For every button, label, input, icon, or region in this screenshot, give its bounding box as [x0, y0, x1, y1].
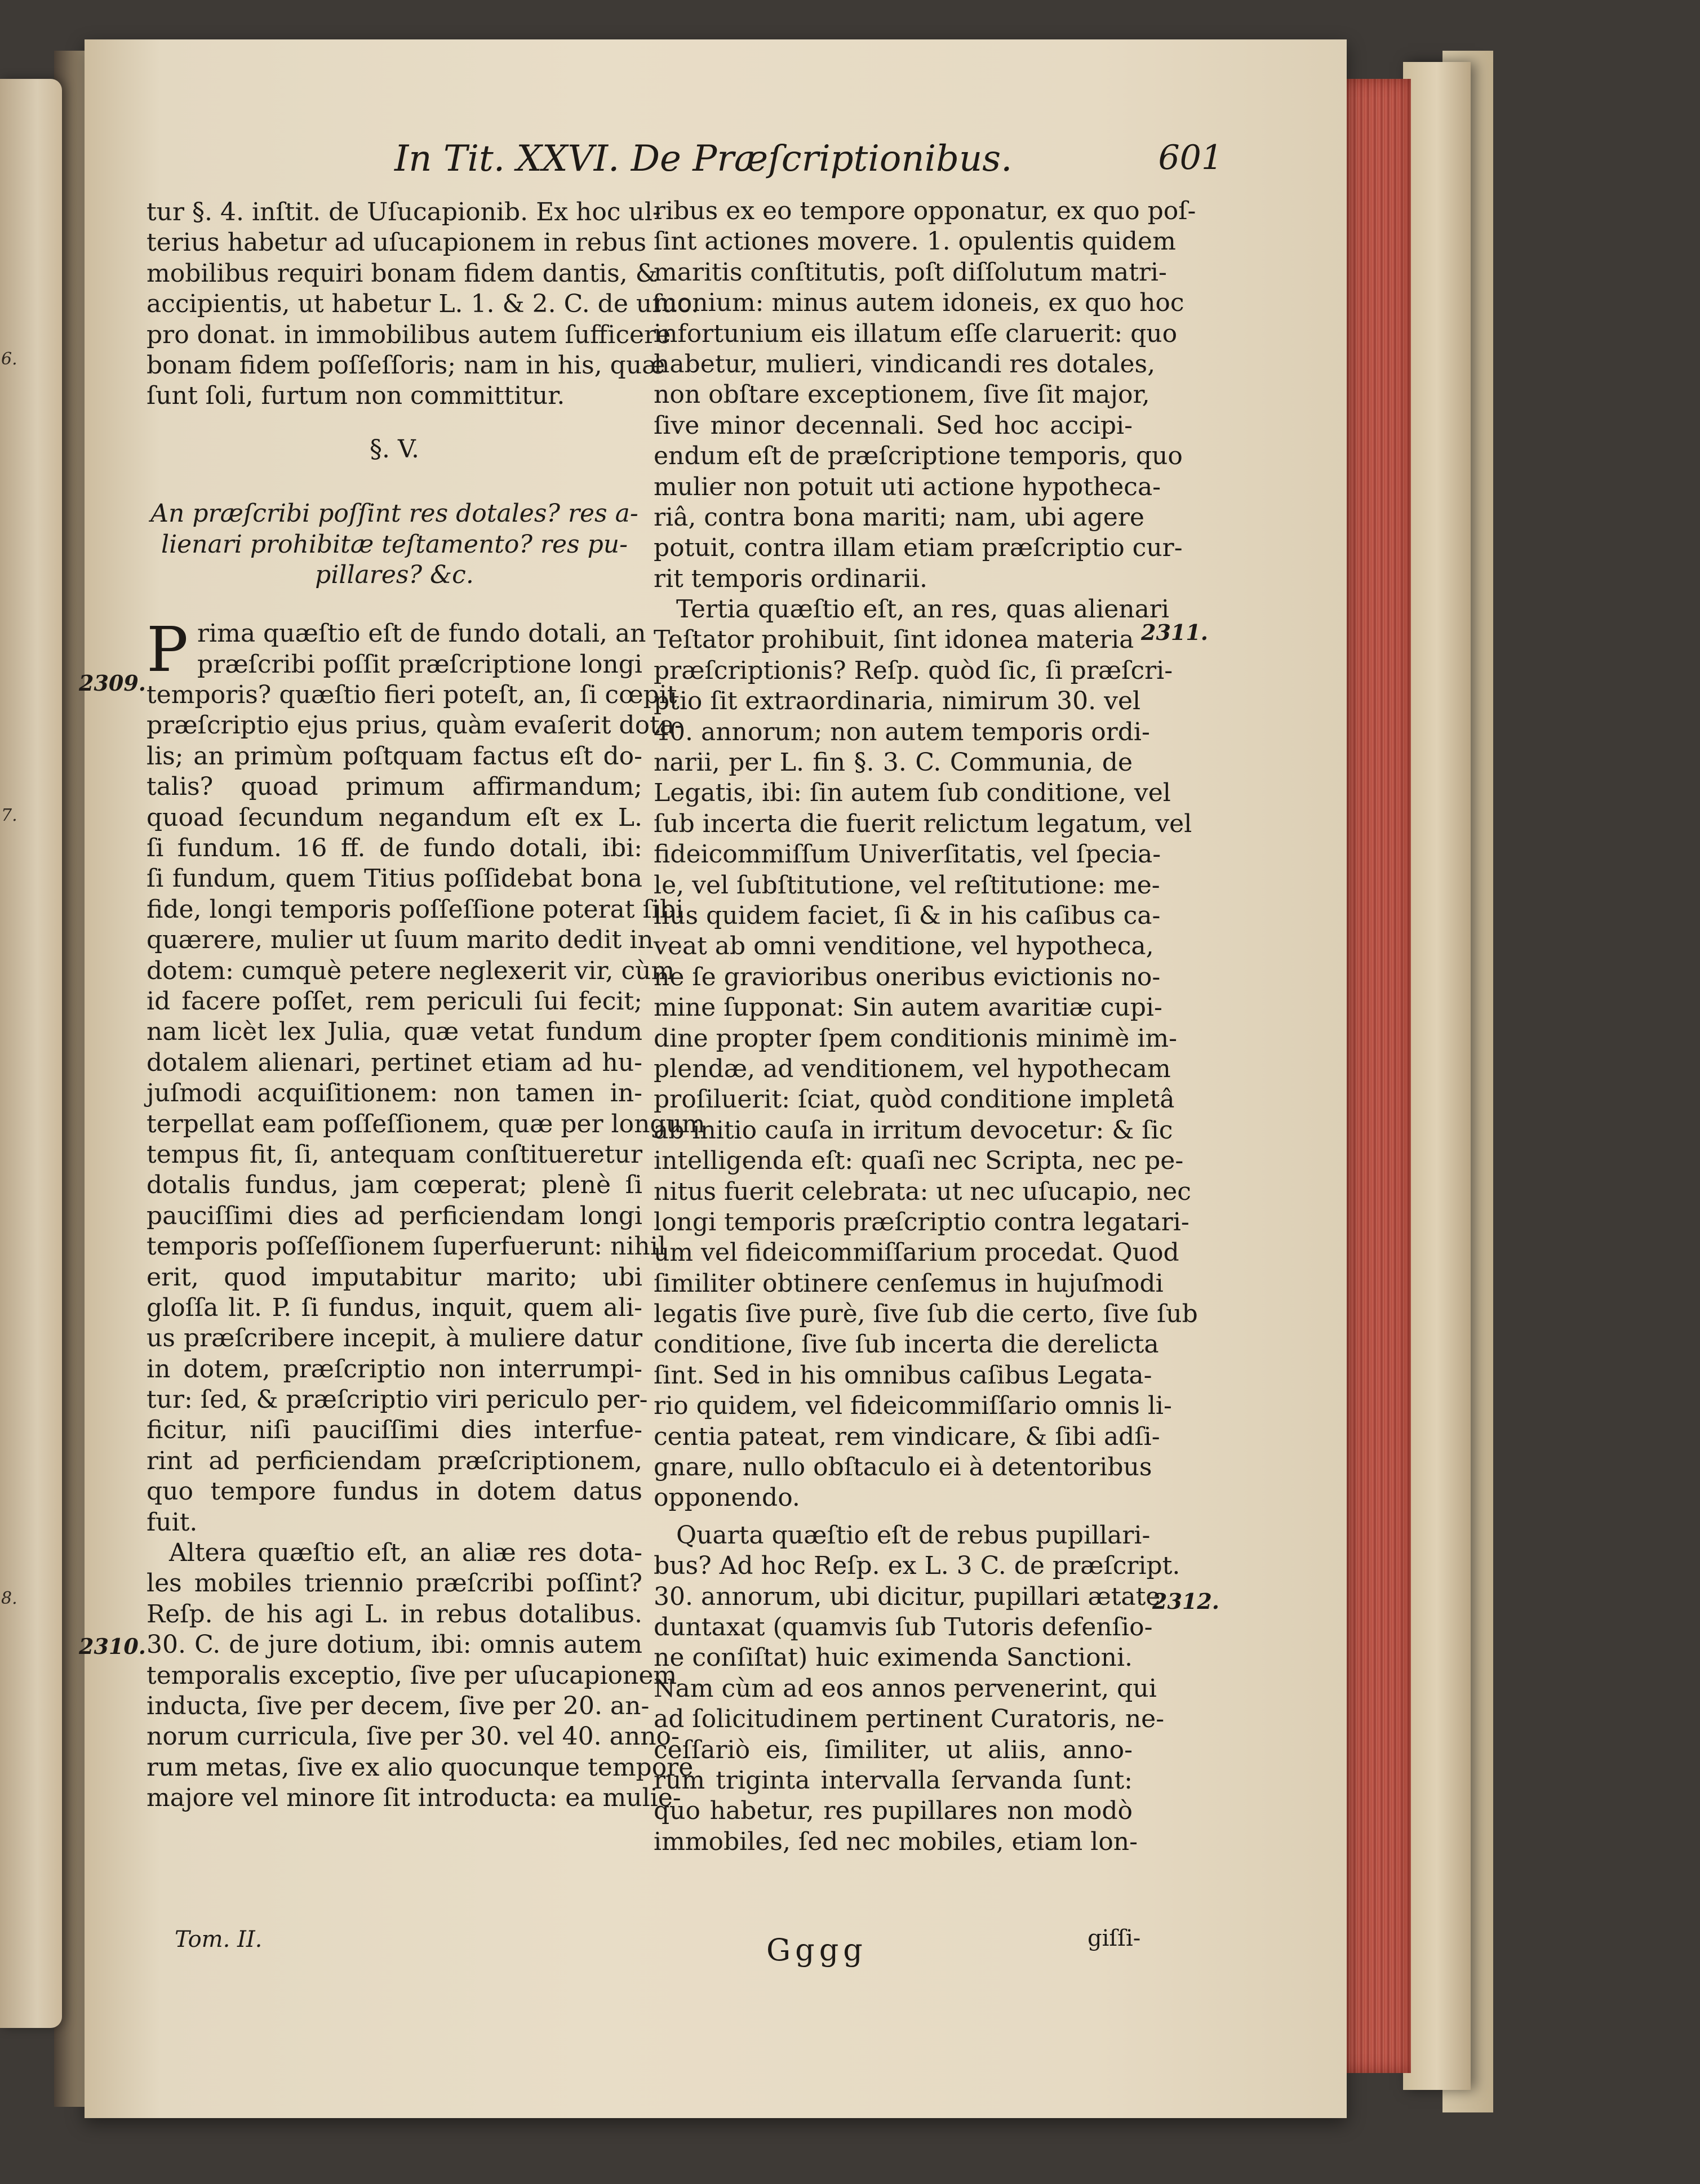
text-line: nam licèt lex Julia, quæ vetat fundum	[147, 1017, 642, 1047]
text-line: veat ab omni venditione, vel hypotheca,	[654, 932, 1154, 961]
text-line: centia pateat, rem vindicare, & ſibi adſi-	[654, 1422, 1160, 1451]
left-leaf-mark: 8.	[1, 1589, 17, 1608]
text-line: rio quidem, vel fideicommiſſario omnis li-	[654, 1391, 1172, 1421]
left-leaf-mark: 7.	[1, 806, 17, 825]
text-line: monium: minus autem idoneis, ex quo hoc	[654, 288, 1184, 318]
text-line: ab initio cauſa in irritum devocetur: & ſic	[654, 1115, 1173, 1145]
text-line: quoad ſecundum negandum eſt ex L.	[147, 803, 642, 832]
text-line: fuit.	[147, 1507, 198, 1537]
text-line: endum eſt de præſcriptione temporis, quo	[654, 442, 1183, 471]
text-line: ad ſolicitudinem pertinent Curatoris, ne-	[654, 1705, 1165, 1734]
text-line: Teſtator prohibuit, ſint idonea materia	[654, 625, 1134, 655]
text-line: conditione, ſive ſub incerta die derelicta	[654, 1330, 1159, 1359]
text-line: nitus fuerit celebrata: ut nec uſucapio, nec	[654, 1177, 1191, 1206]
text-line: quo tempore fundus in dotem datus	[147, 1477, 642, 1506]
text-line: longi temporis præſcriptio contra legatari-	[654, 1207, 1189, 1236]
text-line: pro donat. in immobilibus autem ſufficere	[147, 320, 671, 349]
text-line: plendæ, ad venditionem, vel hypothecam	[654, 1054, 1171, 1083]
catchword: giſſi-	[1088, 1925, 1141, 1951]
text-line: Altera quæſtio eſt, an aliæ res dota-	[169, 1538, 642, 1568]
text-line: præſcriptionis? Reſp. quòd ſic, ſi præſcri-	[654, 656, 1173, 685]
text-line: duntaxat (quamvis ſub Tutoris defenſio-	[654, 1612, 1153, 1642]
text-line: tur: ſed, & præſcriptio viri periculo per-	[147, 1385, 648, 1415]
text-line: 30. C. de jure dotium, ibi: omnis autem	[147, 1630, 642, 1660]
text-line: potuit, contra illam etiam præſcriptio cur-	[654, 533, 1183, 563]
text-line: bus? Ad hoc Reſp. ex L. 3 C. de præſcript.	[654, 1551, 1180, 1581]
text-line: rum triginta intervalla ſervanda ſunt:	[654, 1765, 1133, 1795]
text-line: mobilibus requiri bonam fidem dantis, &	[147, 259, 658, 288]
left-leaf-mark: 6.	[1, 349, 17, 369]
text-line: ſint actiones movere. 1. opulentis quidem	[654, 227, 1176, 256]
text-line: in dotem, præſcriptio non interrumpi-	[147, 1354, 642, 1384]
book-board-edge	[1403, 62, 1471, 2090]
text-line: ceſſariò eis, ſimiliter, ut aliis, anno-	[654, 1735, 1133, 1764]
text-line: bonam fidem poſſeſſoris; nam in his, quæ	[147, 350, 665, 380]
left-page-edge	[0, 79, 62, 2028]
text-line: mine ſupponat: Sin autem avaritiæ cupi-	[654, 993, 1162, 1022]
text-line: Nam cùm ad eos annos pervenerint, qui	[654, 1674, 1157, 1703]
text-line: le, vel ſubſtitutione, vel reſtitutione: me-	[654, 870, 1160, 900]
section-title-line: lienari prohibitæ teſtamento? res pu-	[161, 530, 628, 559]
text-line: dotem: cumquè petere neglexerit vir, cùm	[147, 956, 675, 985]
page-number: 601	[1158, 138, 1223, 177]
text-line: rint ad perficiendam præſcriptionem,	[147, 1446, 642, 1475]
text-line: immobiles, ſed nec mobiles, etiam lon-	[654, 1827, 1138, 1856]
text-line: proſiluerit: ſciat, quòd conditione impletâ	[654, 1085, 1175, 1114]
text-line: pauciſſimi dies ad perficiendam longi	[147, 1201, 642, 1230]
spacer	[147, 412, 642, 434]
section-heading: §. V.	[369, 434, 420, 464]
text-line: ribus ex eo tempore opponatur, ex quo poſ-	[654, 197, 1196, 225]
margin-number: 2312.	[1152, 1589, 1219, 1614]
page-header	[394, 138, 1223, 189]
text-line: non obſtare exceptionem, ſive ſit major,	[654, 380, 1150, 410]
text-line: 40. annorum; non autem temporis ordi-	[654, 717, 1150, 746]
text-line: ſimiliter obtinere cenſemus in hujuſmodi	[654, 1269, 1164, 1298]
text-line: rima quæſtio eſt de fundo dotali, an	[197, 619, 646, 648]
section-title-line: An præſcribi poſſint res dotales? res a-	[150, 499, 638, 528]
text-line: rit temporis ordinarii.	[654, 564, 928, 593]
text-line: rum metas, ſive ex alio quocunque tempore	[147, 1752, 694, 1782]
volume-mark: Tom. II.	[175, 1927, 263, 1952]
text-line: quærere, mulier ut ſuum marito dedit in	[147, 926, 654, 955]
text-line: us præſcribere incepit, à muliere datur	[147, 1324, 642, 1353]
text-line: infortunium eis illatum eſſe claruerit: quo	[654, 319, 1178, 348]
text-line: gnare, nullo obſtaculo ei à detentoribus	[654, 1453, 1152, 1482]
text-line: legatis ſive purè, ſive ſub die certo, ſive ſub	[654, 1300, 1198, 1329]
text-line: 30. annorum, ubi dicitur, pupillari ætate	[654, 1582, 1161, 1611]
margin-number: 2310.	[79, 1634, 146, 1659]
text-line: Legatis, ibi: ſin autem ſub conditione, vel	[654, 779, 1171, 808]
text-line: ſint. Sed in his omnibus caſibus Legata-	[654, 1360, 1152, 1390]
text-line: id facere poſſet, rem periculi ſui fecit;	[147, 986, 642, 1016]
text-line: um vel fideicommiſſarium procedat. Quod	[654, 1238, 1179, 1267]
spacer	[654, 1514, 1133, 1520]
text-line: juſmodi acquiſitionem: non tamen in-	[147, 1079, 642, 1108]
text-line: terius habetur ad uſucapionem in rebus	[147, 228, 647, 257]
spacer	[147, 465, 642, 499]
text-line: narii, per L. fin §. 3. C. Communia, de	[654, 748, 1133, 777]
text-line: intelligenda eſt: quaſi nec Scripta, nec pe-	[654, 1146, 1184, 1176]
text-line: dine propter ſpem conditionis minimè im-	[654, 1024, 1177, 1053]
text-line: dotalem alienari, pertinet etiam ad hu-	[147, 1048, 642, 1077]
text-line: maritis conſtitutis, poſt diſſolutum matri-	[654, 257, 1167, 287]
text-line: inducta, ſive per decem, ſive per 20. an-	[147, 1691, 650, 1720]
text-line: ſub incerta die fuerit relictum legatum, vel	[654, 809, 1192, 838]
running-title: In Tit. XXVI. De Præſcriptionibus.	[394, 138, 1013, 180]
text-line: tempus fit, ſi, antequam conſtitueretur	[147, 1140, 642, 1169]
text-line: majore vel minore ſit introducta: ea mulie-	[147, 1783, 681, 1813]
section-title-line: pillares? &c.	[315, 560, 474, 589]
text-line: accipientis, ut habetur L. 1. & 2. C. de uſuc.	[147, 290, 699, 319]
text-line: habetur, mulieri, vindicandi res dotales,	[654, 349, 1156, 379]
text-line: ſi fundum, quem Titius poſſidebat bona	[147, 864, 642, 893]
text-line: Reſp. de his agi L. in rebus dotalibus.	[147, 1599, 642, 1629]
text-line: præſcriptio ejus prius, quàm evaſerit dota-	[147, 711, 683, 740]
text-line: les mobiles triennio præſcribi poſſint?	[147, 1569, 642, 1598]
spacer	[147, 590, 642, 619]
margin-number: 2311.	[1141, 620, 1208, 645]
text-line: fide, longi temporis poſſeſſione poterat ſibi	[147, 895, 684, 924]
text-line: gloſſa lit. P. ſi fundus, inquit, quem ali-	[147, 1293, 642, 1322]
text-line: norum curricula, ſive per 30. vel 40. anno-	[147, 1722, 680, 1751]
text-line: opponendo.	[654, 1483, 800, 1513]
text-line: quo habetur, res pupillares non modò	[654, 1796, 1133, 1826]
signature-mark: Gggg	[766, 1932, 867, 1968]
text-line: ficitur, niſi pauciſſimi dies interfue-	[147, 1416, 642, 1445]
text-line: erit, quod imputabitur marito; ubi	[147, 1262, 642, 1292]
text-line: dotalis fundus, jam cœperat; plenè ſi	[147, 1171, 642, 1200]
text-line: Tertia quæſtio eſt, an res, quas alienari	[676, 595, 1169, 624]
text-line: terpellat eam poſſeſſionem, quæ per longum	[147, 1109, 705, 1138]
text-line: lius quidem faciet, ſi & in his caſibus ca-	[654, 901, 1161, 930]
text-line: ſunt ſoli, furtum non committitur.	[147, 381, 565, 411]
text-line: ptio ſit extraordinaria, nimirum 30. vel	[654, 687, 1141, 716]
text-line: ſi fundum. 16 ff. de fundo dotali, ibi:	[147, 834, 642, 863]
text-line: Quarta quæſtio eſt de rebus pupillari-	[676, 1520, 1151, 1550]
text-line: talis? quoad primum affirmandum;	[147, 772, 642, 802]
drop-cap: P	[147, 613, 189, 686]
first-paragraph	[147, 613, 705, 1538]
left-column	[147, 197, 705, 1814]
text-line: tur §. 4. inſtit. de Uſucapionib. Ex hoc ul-	[147, 198, 661, 226]
text-line: fideicommiſſum Univerſitatis, vel ſpecia-	[654, 840, 1161, 869]
text-line: temporis? quæſtio fieri poteſt, an, ſi cœpit	[147, 680, 677, 710]
text-line: lis; an primùm poſtquam factus eſt do-	[147, 741, 642, 771]
text-line: riâ, contra bona mariti; nam, ubi agere	[654, 502, 1144, 532]
text-line: temporalis exceptio, ſive per uſucapionem	[147, 1661, 677, 1690]
text-line: ſive minor decennali. Sed hoc accipi-	[654, 411, 1133, 440]
text-line: præſcribi poſſit præſcriptione longi	[197, 650, 642, 679]
text-line: mulier non potuit uti actione hypotheca-	[654, 472, 1161, 501]
text-line: ne ſe gravioribus oneribus evictionis no-	[654, 962, 1161, 991]
text-line: ne conſiſtat) huic eximenda Sanctioni.	[654, 1643, 1133, 1673]
margin-number: 2309.	[79, 670, 146, 696]
text-line: temporis poſſeſſionem ſuperfuerunt: nihil	[147, 1232, 666, 1261]
